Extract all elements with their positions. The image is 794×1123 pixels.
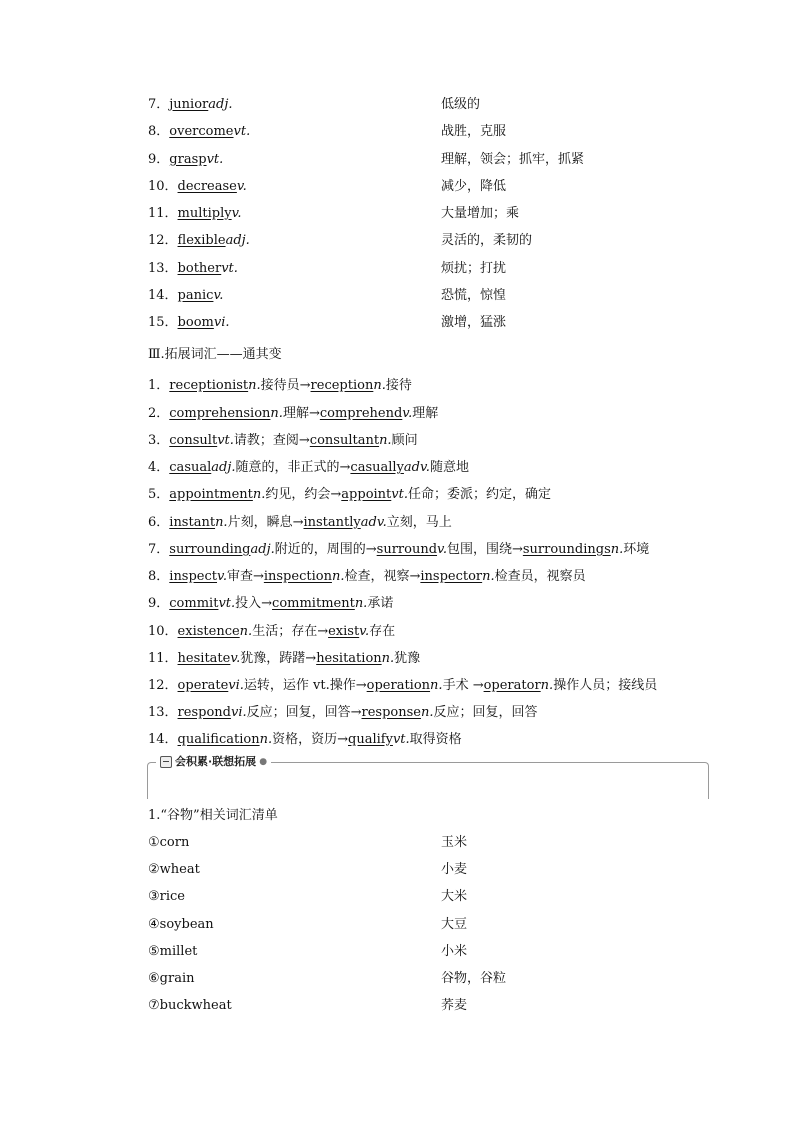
part-of-speech: adv. xyxy=(360,515,387,530)
item-meaning: 理解，领会；抓牢，抓紧 xyxy=(441,152,585,167)
part-of-speech: n. xyxy=(420,705,434,720)
part-of-speech: v. xyxy=(437,542,447,557)
vocab-word: existence xyxy=(177,624,240,639)
vocab-word: multiply xyxy=(177,206,232,221)
vocab-word: panic xyxy=(177,288,214,303)
part-of-speech: vt. xyxy=(217,433,234,448)
word-meaning: 附近的，周围的→ xyxy=(274,542,377,557)
list-item xyxy=(148,205,242,223)
derived-word: reception xyxy=(310,378,374,393)
list-item xyxy=(148,650,420,668)
part-of-speech: adj. xyxy=(225,233,250,248)
derived-word: comprehend xyxy=(319,406,403,421)
part-of-speech: v. xyxy=(230,651,241,666)
word-meaning: 检查，视察→ xyxy=(344,569,421,584)
word-meaning: 接待员→ xyxy=(260,378,311,393)
item-number: 11． xyxy=(148,651,178,666)
part-of-speech: n. xyxy=(331,569,345,584)
derived-word: operation xyxy=(366,678,431,693)
item-number: 12． xyxy=(148,678,178,693)
word-meaning: 承诺 xyxy=(367,596,394,611)
item-number: 3． xyxy=(148,433,170,448)
word-meaning: 投入→ xyxy=(235,596,273,611)
item-number: 7． xyxy=(148,97,170,112)
grain-word: ③rice xyxy=(148,889,186,904)
word-meaning: 存在 xyxy=(369,624,396,639)
list-item xyxy=(148,123,250,141)
item-meaning: 激增，猛涨 xyxy=(441,315,507,330)
word-meaning: 接待 xyxy=(385,378,412,393)
list-item xyxy=(148,677,657,695)
grain-meaning: 大米 xyxy=(441,889,468,904)
word-meaning: 包围，围绕→ xyxy=(446,542,523,557)
part-of-speech: vi. xyxy=(230,705,247,720)
derived-word: appoint xyxy=(341,487,392,502)
grain-word: ②wheat xyxy=(148,862,200,877)
item-number: 8． xyxy=(148,569,170,584)
part-of-speech: adj. xyxy=(250,542,275,557)
item-number: 9． xyxy=(148,152,170,167)
list-item xyxy=(148,541,649,559)
item-meaning: 烦扰；打扰 xyxy=(441,261,507,276)
item-number: 14． xyxy=(148,732,178,747)
item-number: 15． xyxy=(148,315,178,330)
minus-box-icon xyxy=(160,756,172,768)
word-meaning: 理解→ xyxy=(282,406,320,421)
item-meaning: 战胜，克服 xyxy=(441,124,507,139)
derived-word: qualify xyxy=(348,732,393,747)
vocab-word: respond xyxy=(177,705,231,720)
vocab-word: appointment xyxy=(169,487,253,502)
grain-meaning: 小麦 xyxy=(441,862,468,877)
word-meaning: 随意的，非正式的→ xyxy=(235,460,351,475)
part-of-speech: n. xyxy=(215,515,228,530)
list-item xyxy=(148,568,586,586)
part-of-speech: vt. xyxy=(391,487,408,502)
grain-meaning: 玉米 xyxy=(441,835,468,850)
grain-meaning: 谷物，谷粒 xyxy=(441,971,507,986)
vocab-word: receptionist xyxy=(169,378,249,393)
vocab-word: casual xyxy=(169,460,212,475)
list-item xyxy=(148,731,462,749)
word-meaning: 生活；存在→ xyxy=(252,624,329,639)
part-of-speech: v. xyxy=(217,569,227,584)
part-of-speech: n. xyxy=(381,651,395,666)
vocab-word: operate xyxy=(177,678,229,693)
word-meaning: 随意地 xyxy=(429,460,469,475)
part-of-speech: vt. xyxy=(218,596,236,611)
derived-word: casually xyxy=(350,460,404,475)
part-of-speech: adj. xyxy=(211,460,236,475)
item-number: 9． xyxy=(148,596,170,611)
part-of-speech: n. xyxy=(379,433,392,448)
word-meaning: 运转，运作 vt.操作→ xyxy=(243,678,367,693)
list-item xyxy=(148,623,395,641)
part-of-speech: v. xyxy=(231,206,242,221)
part-of-speech: n. xyxy=(270,406,283,421)
item-number: 5． xyxy=(148,487,170,502)
derived-word: inspection xyxy=(263,569,332,584)
list-item xyxy=(148,232,250,250)
vocab-word: consult xyxy=(169,433,218,448)
item-number: 10． xyxy=(148,624,178,639)
list-item xyxy=(148,459,469,477)
list-item xyxy=(148,377,412,395)
part-of-speech: vt. xyxy=(221,261,238,276)
list-item xyxy=(148,432,418,450)
part-of-speech: v. xyxy=(359,624,370,639)
grain-list-title: 1.“谷物”相关词汇清单 xyxy=(148,808,278,823)
word-meaning: 环境 xyxy=(623,542,650,557)
part-of-speech: vt. xyxy=(392,732,410,747)
callout-box-title: 会积累·联想拓展 xyxy=(175,755,257,768)
list-item xyxy=(148,405,438,423)
vocab-word: decrease xyxy=(177,179,237,194)
list-item xyxy=(148,486,551,504)
derived-word: hesitation xyxy=(316,651,382,666)
list-item xyxy=(148,287,223,305)
part-of-speech: n. xyxy=(259,732,273,747)
item-number: 7． xyxy=(148,542,170,557)
derived-word: commitment xyxy=(272,596,355,611)
vocab-word: commit xyxy=(169,596,219,611)
grain-meaning: 荞麦 xyxy=(441,998,468,1013)
vocab-word: surrounding xyxy=(169,542,251,557)
part-of-speech: v. xyxy=(213,288,224,303)
list-item xyxy=(148,260,238,278)
item-number: 8． xyxy=(148,124,170,139)
item-meaning: 低级的 xyxy=(441,97,481,112)
part-of-speech: v. xyxy=(236,179,247,194)
item-number: 13． xyxy=(148,261,178,276)
callout-box-label xyxy=(156,754,271,770)
item-meaning: 大量增加；乘 xyxy=(441,206,520,221)
word-meaning: 立刻，马上 xyxy=(386,515,452,530)
part-of-speech: n. xyxy=(248,378,261,393)
part-of-speech: vi. xyxy=(213,315,230,330)
list-item xyxy=(148,314,230,332)
item-number: 6． xyxy=(148,515,170,530)
part-of-speech: vt. xyxy=(233,124,251,139)
vocab-word: bother xyxy=(177,261,222,276)
word-meaning: 手术 → xyxy=(442,678,484,693)
word-meaning: 犹豫，踌躇→ xyxy=(240,651,317,666)
part-of-speech: n. xyxy=(252,487,266,502)
word-meaning: 操作人员；接线员 xyxy=(553,678,658,693)
item-meaning: 减少，降低 xyxy=(441,179,507,194)
derived-word: inspector xyxy=(420,569,483,584)
derived-word: surround xyxy=(376,542,438,557)
list-item xyxy=(148,178,247,196)
part-of-speech: n. xyxy=(373,378,386,393)
grain-word: ①corn xyxy=(148,835,190,850)
grain-word: ⑤millet xyxy=(148,944,198,959)
dot-icon: ● xyxy=(259,757,268,767)
item-number: 1． xyxy=(148,378,170,393)
word-meaning: 犹豫 xyxy=(394,651,421,666)
derived-word: response xyxy=(361,705,421,720)
vocab-word: inspect xyxy=(169,569,218,584)
item-number: 11． xyxy=(148,206,178,221)
list-item xyxy=(148,96,233,114)
vocab-word: overcome xyxy=(169,124,234,139)
derived-word: instantly xyxy=(303,515,361,530)
grain-word: ⑥grain xyxy=(148,971,195,986)
item-meaning: 恐慌，惊惶 xyxy=(441,288,507,303)
list-item xyxy=(148,704,538,722)
word-meaning: 资格，资历→ xyxy=(272,732,349,747)
list-item xyxy=(148,151,223,169)
item-meaning: 灵活的，柔韧的 xyxy=(441,233,533,248)
derived-word: consultant xyxy=(309,433,380,448)
vocab-word: grasp xyxy=(169,152,207,167)
part-of-speech: vi. xyxy=(228,678,244,693)
vocab-word: junior xyxy=(169,97,209,112)
item-number: 10． xyxy=(148,179,178,194)
derived-word: operator xyxy=(483,678,541,693)
list-item xyxy=(148,595,393,613)
part-of-speech: n. xyxy=(610,542,624,557)
word-meaning: 片刻，瞬息→ xyxy=(227,515,304,530)
vocab-word: flexible xyxy=(177,233,226,248)
word-meaning: 反应；回复，回答→ xyxy=(246,705,362,720)
list-item xyxy=(148,514,452,532)
part-of-speech: n. xyxy=(239,624,253,639)
part-of-speech: v. xyxy=(402,406,413,421)
vocab-word: qualification xyxy=(177,732,260,747)
item-number: 12． xyxy=(148,233,178,248)
word-meaning: 约见，约会→ xyxy=(265,487,342,502)
item-number: 4． xyxy=(148,460,170,475)
grain-meaning: 大豆 xyxy=(441,917,468,932)
part-of-speech: adv. xyxy=(403,460,430,475)
vocab-word: boom xyxy=(177,315,214,330)
word-meaning: 检查员，视察员 xyxy=(494,569,586,584)
word-meaning: 任命；委派；约定，确定 xyxy=(407,487,551,502)
part-of-speech: n. xyxy=(354,596,368,611)
part-of-speech: vt. xyxy=(206,152,224,167)
part-of-speech: n. xyxy=(482,569,495,584)
word-meaning: 理解 xyxy=(412,406,439,421)
word-meaning: 顾问 xyxy=(391,433,418,448)
derived-word: surroundings xyxy=(522,542,611,557)
part-of-speech: n. xyxy=(430,678,443,693)
part-of-speech: n. xyxy=(540,678,554,693)
grain-word: ⑦buckwheat xyxy=(148,998,232,1013)
item-number: 14． xyxy=(148,288,178,303)
section-heading: Ⅲ.拓展词汇——通其变 xyxy=(148,347,282,362)
grain-word: ④soybean xyxy=(148,917,214,932)
grain-meaning: 小米 xyxy=(441,944,468,959)
item-number: 2． xyxy=(148,406,170,421)
vocab-word: hesitate xyxy=(177,651,231,666)
part-of-speech: adj. xyxy=(208,97,233,112)
vocab-word: instant xyxy=(169,515,216,530)
word-meaning: 请教；查阅→ xyxy=(233,433,310,448)
word-meaning: 反应；回复，回答 xyxy=(433,705,538,720)
word-meaning: 审查→ xyxy=(226,569,264,584)
item-number: 13． xyxy=(148,705,178,720)
vocab-word: comprehension xyxy=(169,406,271,421)
word-meaning: 取得资格 xyxy=(409,732,462,747)
derived-word: exist xyxy=(328,624,360,639)
